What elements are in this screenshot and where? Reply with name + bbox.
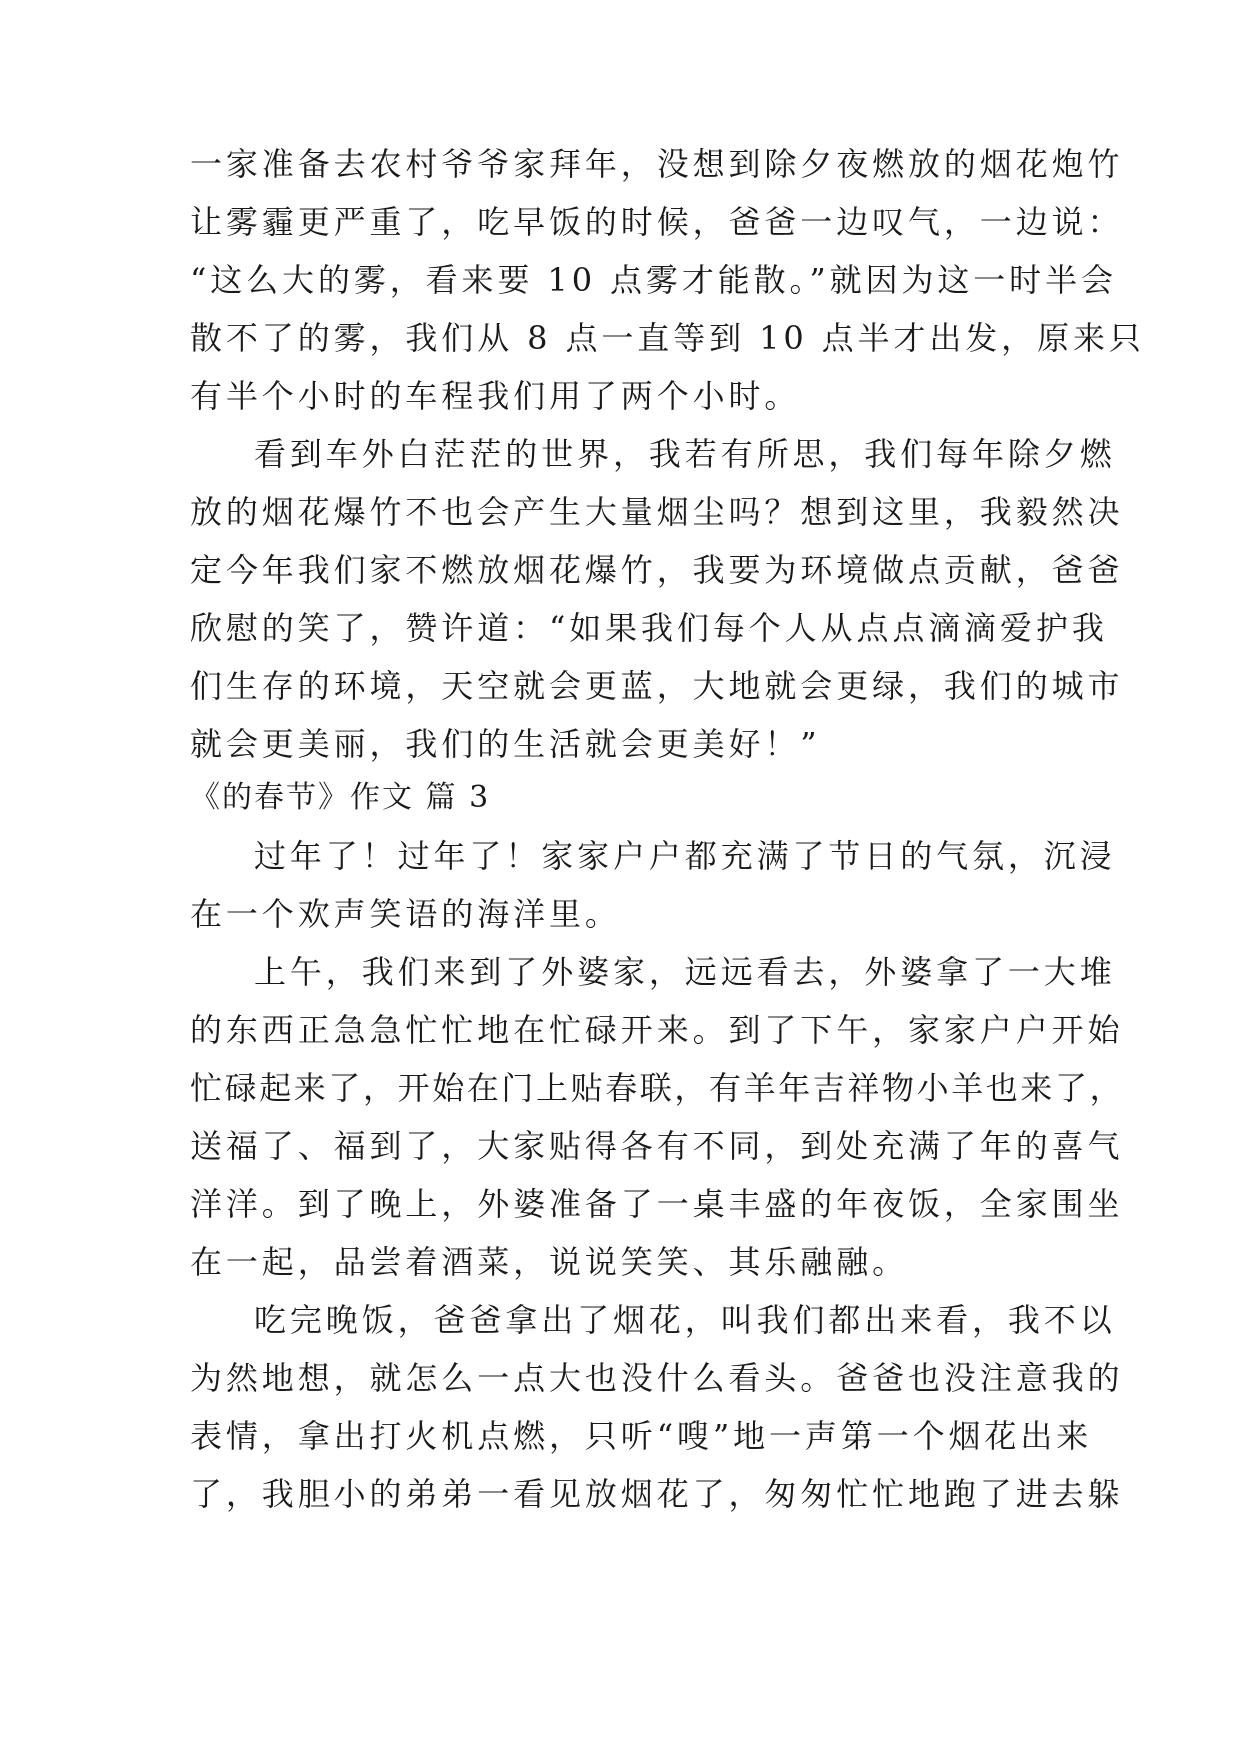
paragraph-first-line: 过年了！过年了！家家户户都充满了节日的气氛，沉浸 xyxy=(254,837,1116,875)
section-heading: 《的春节》作文 篇 3 xyxy=(190,780,491,815)
text-line: 为然地想，就怎么一点大也没什么看头。爸爸也没注意我的 xyxy=(190,1359,1124,1397)
text-line: 的东西正急急忙忙地在忙碌开来。到了下午，家家户户开始 xyxy=(190,1011,1124,1049)
text-line: 定今年我们家不燃放烟花爆竹，我要为环境做点贡献，爸爸 xyxy=(190,551,1124,589)
text-line: “这么大的雾，看来要 10 点雾才能散。”就因为这一时半会 xyxy=(190,261,1117,299)
text-line: 在一个欢声笑语的海洋里。 xyxy=(190,895,621,933)
text-line: 有半个小时的车程我们用了两个小时。 xyxy=(190,377,801,415)
text-line: 放的烟花爆竹不也会产生大量烟尘吗？想到这里，我毅然决 xyxy=(190,493,1124,531)
text-line: 表情，拿出打火机点燃，只听“嗖”地一声第一个烟花出来 xyxy=(190,1417,1093,1455)
text-line: 们生存的环境，天空就会更蓝，大地就会更绿，我们的城市 xyxy=(190,667,1124,705)
paragraph-first-line: 吃完晚饭，爸爸拿出了烟花，叫我们都出来看，我不以 xyxy=(254,1301,1116,1339)
text-line: 了，我胆小的弟弟一看见放烟花了，匆匆忙忙地跑了进去躲 xyxy=(190,1475,1124,1513)
paragraph-first-line: 看到车外白茫茫的世界，我若有所思，我们每年除夕燃 xyxy=(254,435,1116,473)
text-line: 洋洋。到了晚上，外婆准备了一桌丰盛的年夜饭，全家围坐 xyxy=(190,1185,1124,1223)
text-line: 让雾霾更严重了，吃早饭的时候，爸爸一边叹气，一边说： xyxy=(190,203,1124,241)
text-line: 一家准备去农村爷爷家拜年，没想到除夕夜燃放的烟花炮竹 xyxy=(190,145,1124,183)
text-line: 散不了的雾，我们从 8 点一直等到 10 点半才出发，原来只 xyxy=(190,319,1145,357)
paragraph-first-line: 上午，我们来到了外婆家，远远看去，外婆拿了一大堆 xyxy=(254,953,1116,991)
text-line: 在一起，品尝着酒菜，说说笑笑、其乐融融。 xyxy=(190,1243,909,1281)
text-line: 忙碌起来了，开始在门上贴春联，有羊年吉祥物小羊也来了， xyxy=(190,1069,1125,1107)
text-line: 就会更美丽，我们的生活就会更美好！” xyxy=(190,725,821,763)
text-line: 送福了、福到了，大家贴得各有不同，到处充满了年的喜气 xyxy=(190,1127,1124,1165)
text-line: 欣慰的笑了，赞许道：“如果我们每个人从点点滴滴爱护我 xyxy=(190,609,1108,647)
